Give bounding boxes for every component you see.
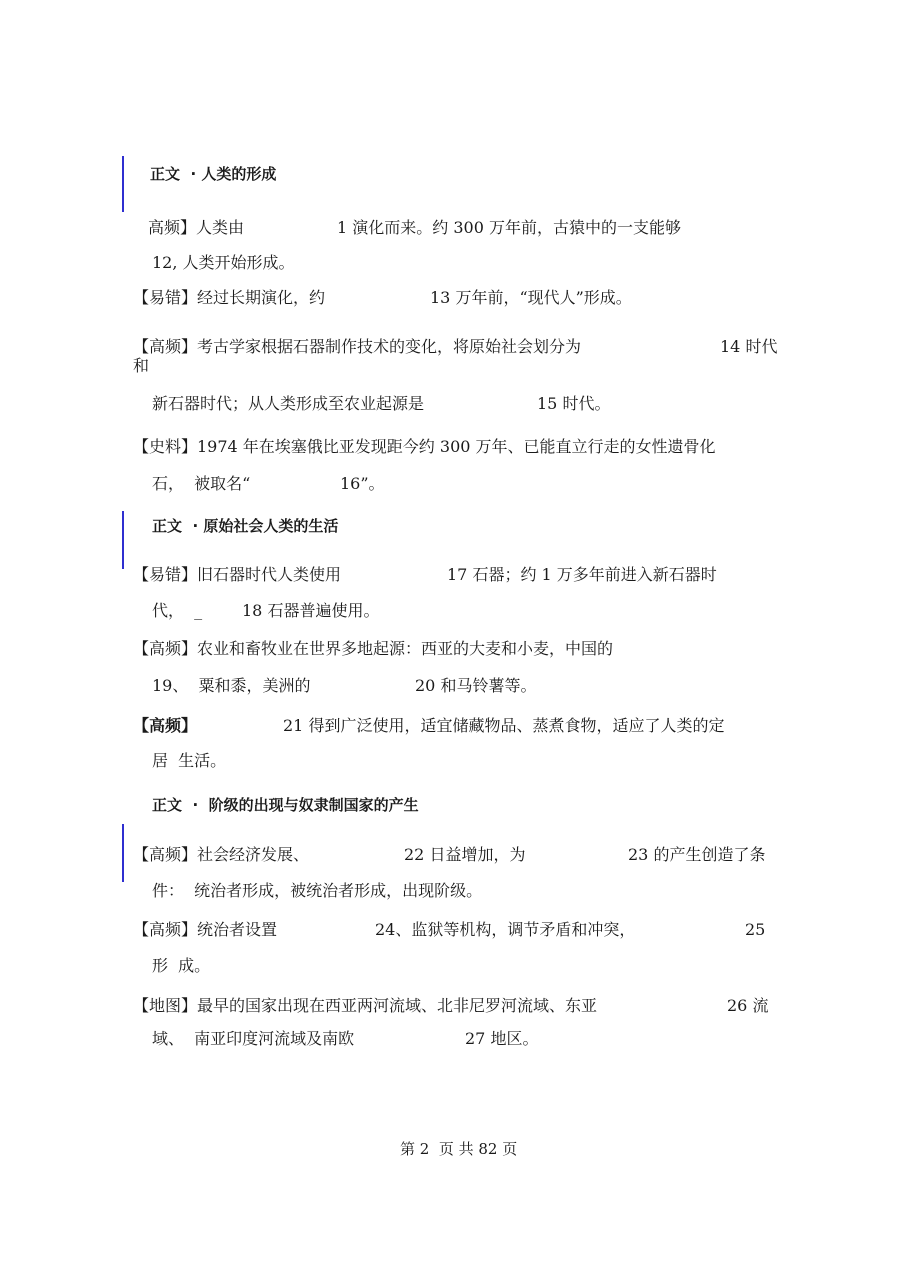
text-line: 【高频】社会经济发展、 [133,845,310,864]
text-line: 【高频】考古学家根据石器制作技术的变化，将原始社会划分为 [133,337,582,356]
text-line: 【易错】旧石器时代人类使用 [133,565,342,584]
text-line: 22 日益增加，为 [404,845,526,864]
page-number: 第 2 页 共 82 页 [400,1140,518,1158]
text-line: 14 时代 [720,337,778,356]
text-line: 19、 粟和黍，美洲的 [152,676,311,695]
text-line: 18 石器普遍使用。 [242,601,380,620]
text-line: 代， _ [152,601,203,620]
text-line: 新石器时代；从人类形成至农业起源是 [152,394,425,413]
section-heading: 正文 · 人类的形成 [150,165,277,183]
section-heading: 正文 · 原始社会人类的生活 [152,517,339,535]
text-line: 【地图】最早的国家出现在西亚两河流域、北非尼罗河流域、东亚 [133,996,598,1015]
text-line: 1 演化而来。约 300 万年前，古猿中的一支能够 [337,218,681,237]
text-line: 和 [133,356,150,375]
text-line: 【易错】经过长期演化，约 [133,288,326,307]
text-line: 27 地区。 [465,1029,539,1048]
text-line: 石， 被取名“ [152,474,251,493]
text-line: 居 生活。 [152,751,227,770]
text-line: 17 石器；约 1 万多年前进入新石器时 [447,565,717,584]
text-line: 13 万年前，“现代人”形成。 [430,288,632,307]
text-line: 高频】人类由 [148,218,245,237]
section-marker-bar [122,511,124,569]
text-line: 【高频】 [133,716,198,735]
text-line: 24、监狱等机构，调节矛盾和冲突， [375,920,636,939]
text-line: 【高频】农业和畜牧业在世界多地起源：西亚的大麦和小麦，中国的 [133,639,614,658]
section-marker-bar [122,824,124,882]
text-line: 形 成。 [152,956,211,975]
text-line: 21 得到广泛使用，适宜储藏物品、蒸煮食物，适应了人类的定 [283,716,725,735]
text-line: 【史料】1974 年在埃塞俄比亚发现距今约 300 万年、已能直立行走的女性遗骨化 [133,437,716,456]
section-heading: 正文 · 阶级的出现与奴隶制国家的产生 [152,796,419,814]
text-line: 25 [745,920,766,939]
text-line: 23 的产生创造了条 [628,845,766,864]
text-line: 15 时代。 [537,394,611,413]
text-line: 件： 统治者形成，被统治者形成，出现阶级。 [152,881,483,900]
text-line: 26 流 [727,996,769,1015]
text-line: 20 和马铃薯等。 [415,676,537,695]
text-line: 12, 人类开始形成。 [152,253,295,272]
text-line: 【高频】统治者设置 [133,920,278,939]
text-line: 16”。 [340,474,385,493]
section-marker-bar [122,156,124,212]
text-line: 域、 南亚印度河流域及南欧 [152,1029,355,1048]
